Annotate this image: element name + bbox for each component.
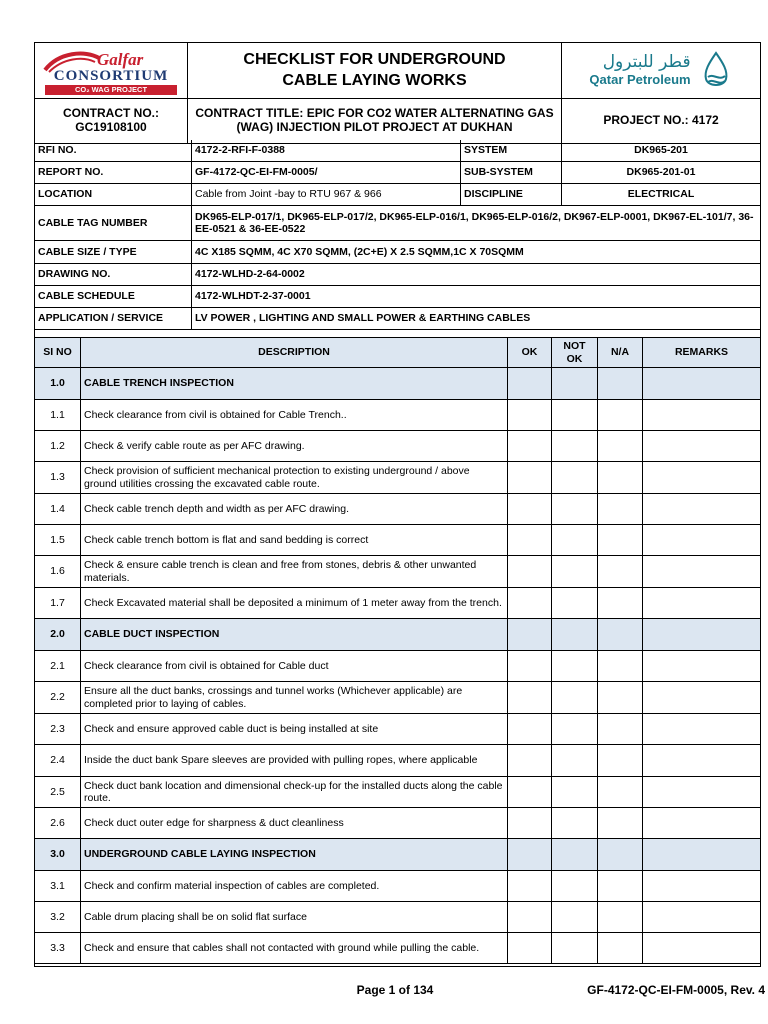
application-label: APPLICATION / SERVICE <box>34 308 192 330</box>
remarks-checkbox-cell[interactable] <box>643 777 761 808</box>
report-label: REPORT NO. <box>34 162 192 184</box>
ok-checkbox-cell[interactable] <box>508 745 552 777</box>
ok-checkbox-cell[interactable] <box>508 871 552 902</box>
na-checkbox-cell[interactable] <box>598 808 643 839</box>
consortium-wordmark: CONSORTIUM <box>53 67 169 84</box>
row-number: 1.3 <box>34 462 81 494</box>
project-no-cell <box>562 99 761 144</box>
na-checkbox-cell[interactable] <box>598 431 643 462</box>
not-ok-checkbox-cell[interactable] <box>552 619 598 651</box>
not-ok-checkbox-cell[interactable] <box>552 682 598 714</box>
application-value[interactable]: LV POWER , LIGHTING AND SMALL POWER & EARTHING CABLES <box>192 308 761 330</box>
ok-checkbox-cell[interactable] <box>508 368 552 400</box>
na-checkbox-cell[interactable] <box>598 588 643 619</box>
na-checkbox-cell[interactable] <box>598 777 643 808</box>
row-number: 1.1 <box>34 400 81 431</box>
cable-size-label: CABLE SIZE / TYPE <box>34 241 192 264</box>
remarks-checkbox-cell[interactable] <box>643 651 761 682</box>
check-description: Check cable trench depth and width as per AFC drawing. <box>81 494 508 525</box>
row-number: 3.3 <box>34 933 81 964</box>
na-checkbox-cell[interactable] <box>598 933 643 964</box>
contract-title: CONTRACT TITLE: EPIC FOR CO2 WATER ALTERNATING GAS (WAG) INJECTION PILOT PROJECT AT DUKHAN <box>195 106 554 134</box>
page-number: Page 1 of 134 <box>356 983 434 997</box>
cable-tag-value[interactable]: DK965-ELP-017/1, DK965-ELP-017/2, DK965-ELP-016/1, DK965-ELP-016/2, DK967-ELP-0001, DK967-EL-101/7, 36-EE-0521 & 36-EE-0522 <box>192 206 761 241</box>
not-ok-checkbox-cell[interactable] <box>552 902 598 933</box>
row-number: 1.7 <box>34 588 81 619</box>
cable-size-value[interactable]: 4C X185 SQMM, 4C X70 SQMM, (2C+E) X 2.5 SQMM,1C X 70SQMM <box>192 241 761 264</box>
schedule-label: CABLE SCHEDULE <box>34 286 192 308</box>
spacer-row <box>34 330 761 338</box>
column-header-ok: OK <box>508 338 552 368</box>
row-number: 1.5 <box>34 525 81 556</box>
na-checkbox-cell[interactable] <box>598 494 643 525</box>
discipline-label: DISCIPLINE <box>461 184 562 206</box>
check-description: Check clearance from civil is obtained for Cable Trench.. <box>81 400 508 431</box>
not-ok-checkbox-cell[interactable] <box>552 933 598 964</box>
remarks-checkbox-cell[interactable] <box>643 400 761 431</box>
check-description: Check and ensure approved cable duct is being installed at site <box>81 714 508 745</box>
ok-checkbox-cell[interactable] <box>508 525 552 556</box>
not-ok-checkbox-cell[interactable] <box>552 431 598 462</box>
ok-checkbox-cell[interactable] <box>508 777 552 808</box>
rfi-label: RFI NO. <box>34 140 192 162</box>
column-header-si-no: SI NO <box>34 338 81 368</box>
document-reference: GF-4172-QC-EI-FM-0005, Rev. 4 <box>587 983 765 997</box>
remarks-checkbox-cell[interactable] <box>643 902 761 933</box>
ok-checkbox-cell[interactable] <box>508 808 552 839</box>
qatar-petroleum-logo <box>589 51 732 91</box>
qatar-petroleum-logo-cell <box>562 42 761 99</box>
schedule-value[interactable]: 4172-WLHDT-2-37-0001 <box>192 286 761 308</box>
not-ok-checkbox-cell[interactable] <box>552 839 598 871</box>
not-ok-checkbox-cell[interactable] <box>552 368 598 400</box>
na-checkbox-cell[interactable] <box>598 368 643 400</box>
ok-checkbox-cell[interactable] <box>508 902 552 933</box>
ok-checkbox-cell[interactable] <box>508 933 552 964</box>
na-checkbox-cell[interactable] <box>598 839 643 871</box>
check-description: Check duct bank location and dimensional check-up for the installed ducts along the cable route. <box>81 777 508 808</box>
na-checkbox-cell[interactable] <box>598 619 643 651</box>
qp-arabic-name: قطر للبترول <box>602 52 691 73</box>
row-number: 1.0 <box>34 368 81 400</box>
na-checkbox-cell[interactable] <box>598 651 643 682</box>
ok-checkbox-cell[interactable] <box>508 619 552 651</box>
wag-project-band: CO₂ WAG PROJECT <box>45 85 177 95</box>
check-description: Check & ensure cable trench is clean and free from stones, debris & other unwanted materials. <box>81 556 508 588</box>
contract-title-cell <box>188 99 562 144</box>
location-label: LOCATION <box>34 184 192 206</box>
check-description: Inside the duct bank Spare sleeves are provided with pulling ropes, where applicable <box>81 745 508 777</box>
check-description: Check provision of sufficient mechanical protection to existing underground / above ground utilities crossing the excavated cable route. <box>81 462 508 494</box>
system-label: SYSTEM <box>461 140 562 162</box>
row-number: 2.2 <box>34 682 81 714</box>
check-description: Ensure all the duct banks, crossings and tunnel works (Whichever applicable) are completed prior to laying of cables. <box>81 682 508 714</box>
ok-checkbox-cell[interactable] <box>508 400 552 431</box>
na-checkbox-cell[interactable] <box>598 462 643 494</box>
check-description: Check and ensure that cables shall not contacted with ground while pulling the cable. <box>81 933 508 964</box>
row-number: 2.1 <box>34 651 81 682</box>
remarks-checkbox-cell[interactable] <box>643 839 761 871</box>
system-value[interactable]: DK965-201 <box>562 140 761 162</box>
remarks-checkbox-cell[interactable] <box>643 431 761 462</box>
galfar-logo-cell <box>34 42 188 99</box>
column-header-not-ok: NOT OK <box>552 338 598 368</box>
check-description: Check duct outer edge for sharpness & duct cleanliness <box>81 808 508 839</box>
ok-checkbox-cell[interactable] <box>508 462 552 494</box>
section-heading: CABLE DUCT INSPECTION <box>81 619 508 651</box>
drawing-label: DRAWING NO. <box>34 264 192 286</box>
ok-checkbox-cell[interactable] <box>508 839 552 871</box>
remarks-checkbox-cell[interactable] <box>643 714 761 745</box>
not-ok-checkbox-cell[interactable] <box>552 494 598 525</box>
row-number: 3.2 <box>34 902 81 933</box>
remarks-checkbox-cell[interactable] <box>643 462 761 494</box>
document-title: CHECKLIST FOR UNDERGROUND CABLE LAYING WORKS <box>243 50 506 89</box>
na-checkbox-cell[interactable] <box>598 525 643 556</box>
check-description: Check Excavated material shall be deposited a minimum of 1 meter away from the trench. <box>81 588 508 619</box>
drawing-value[interactable]: 4172-WLHD-2-64-0002 <box>192 264 761 286</box>
check-description: Cable drum placing shall be on solid flat surface <box>81 902 508 933</box>
remarks-checkbox-cell[interactable] <box>643 745 761 777</box>
not-ok-checkbox-cell[interactable] <box>552 651 598 682</box>
remarks-checkbox-cell[interactable] <box>643 525 761 556</box>
row-number: 1.2 <box>34 431 81 462</box>
remarks-checkbox-cell[interactable] <box>643 368 761 400</box>
contract-no-value: GC19108100 <box>75 120 147 134</box>
row-number: 2.4 <box>34 745 81 777</box>
row-number: 2.5 <box>34 777 81 808</box>
ok-checkbox-cell[interactable] <box>508 431 552 462</box>
not-ok-checkbox-cell[interactable] <box>552 745 598 777</box>
not-ok-checkbox-cell[interactable] <box>552 525 598 556</box>
ok-checkbox-cell[interactable] <box>508 682 552 714</box>
not-ok-checkbox-cell[interactable] <box>552 400 598 431</box>
remarks-checkbox-cell[interactable] <box>643 871 761 902</box>
discipline-value[interactable]: ELECTRICAL <box>562 184 761 206</box>
not-ok-checkbox-cell[interactable] <box>552 871 598 902</box>
cable-tag-label: CABLE TAG NUMBER <box>34 206 192 241</box>
contract-no-label: CONTRACT NO.: <box>63 106 159 121</box>
ok-checkbox-cell[interactable] <box>508 714 552 745</box>
not-ok-checkbox-cell[interactable] <box>552 714 598 745</box>
ok-checkbox-cell[interactable] <box>508 494 552 525</box>
project-no: PROJECT NO.: 4172 <box>603 113 719 128</box>
check-description: Check & verify cable route as per AFC drawing. <box>81 431 508 462</box>
subsystem-label: SUB-SYSTEM <box>461 162 562 184</box>
column-header-description: DESCRIPTION <box>81 338 508 368</box>
remarks-checkbox-cell[interactable] <box>643 682 761 714</box>
na-checkbox-cell[interactable] <box>598 902 643 933</box>
contract-no-cell <box>34 99 188 144</box>
remarks-checkbox-cell[interactable] <box>643 494 761 525</box>
row-number: 2.0 <box>34 619 81 651</box>
na-checkbox-cell[interactable] <box>598 400 643 431</box>
row-number: 2.6 <box>34 808 81 839</box>
row-number: 3.1 <box>34 871 81 902</box>
report-value[interactable]: GF-4172-QC-EI-FM-0005/ <box>192 162 461 184</box>
check-description: Check and confirm material inspection of cables are completed. <box>81 871 508 902</box>
ok-checkbox-cell[interactable] <box>508 588 552 619</box>
ok-checkbox-cell[interactable] <box>508 651 552 682</box>
galfar-consortium-logo <box>39 46 183 96</box>
na-checkbox-cell[interactable] <box>598 745 643 777</box>
row-number: 3.0 <box>34 839 81 871</box>
galfar-wordmark: Galfar <box>97 49 144 69</box>
column-header-na: N/A <box>598 338 643 368</box>
rfi-value[interactable]: 4172-2-RFI-F-0388 <box>192 140 461 162</box>
not-ok-checkbox-cell[interactable] <box>552 808 598 839</box>
not-ok-checkbox-cell[interactable] <box>552 556 598 588</box>
row-number: 2.3 <box>34 714 81 745</box>
location-value[interactable]: Cable from Joint -bay to RTU 967 & 966 <box>192 184 461 206</box>
subsystem-value[interactable]: DK965-201-01 <box>562 162 761 184</box>
qp-flame-drop-icon <box>699 51 733 91</box>
column-header-remarks: REMARKS <box>643 338 761 368</box>
section-heading: CABLE TRENCH INSPECTION <box>81 368 508 400</box>
ok-checkbox-cell[interactable] <box>508 556 552 588</box>
remarks-checkbox-cell[interactable] <box>643 933 761 964</box>
qp-english-name: Qatar Petroleum <box>589 71 691 87</box>
section-heading: UNDERGROUND CABLE LAYING INSPECTION <box>81 839 508 871</box>
na-checkbox-cell[interactable] <box>598 714 643 745</box>
na-checkbox-cell[interactable] <box>598 871 643 902</box>
check-description: Check cable trench bottom is flat and sand bedding is correct <box>81 525 508 556</box>
na-checkbox-cell[interactable] <box>598 556 643 588</box>
row-number: 1.4 <box>34 494 81 525</box>
na-checkbox-cell[interactable] <box>598 682 643 714</box>
remarks-checkbox-cell[interactable] <box>643 619 761 651</box>
row-number: 1.6 <box>34 556 81 588</box>
not-ok-checkbox-cell[interactable] <box>552 777 598 808</box>
not-ok-checkbox-cell[interactable] <box>552 462 598 494</box>
not-ok-checkbox-cell[interactable] <box>552 588 598 619</box>
check-description: Check clearance from civil is obtained for Cable duct <box>81 651 508 682</box>
remarks-checkbox-cell[interactable] <box>643 556 761 588</box>
remarks-checkbox-cell[interactable] <box>643 588 761 619</box>
remarks-checkbox-cell[interactable] <box>643 808 761 839</box>
document-title-cell <box>188 42 562 99</box>
